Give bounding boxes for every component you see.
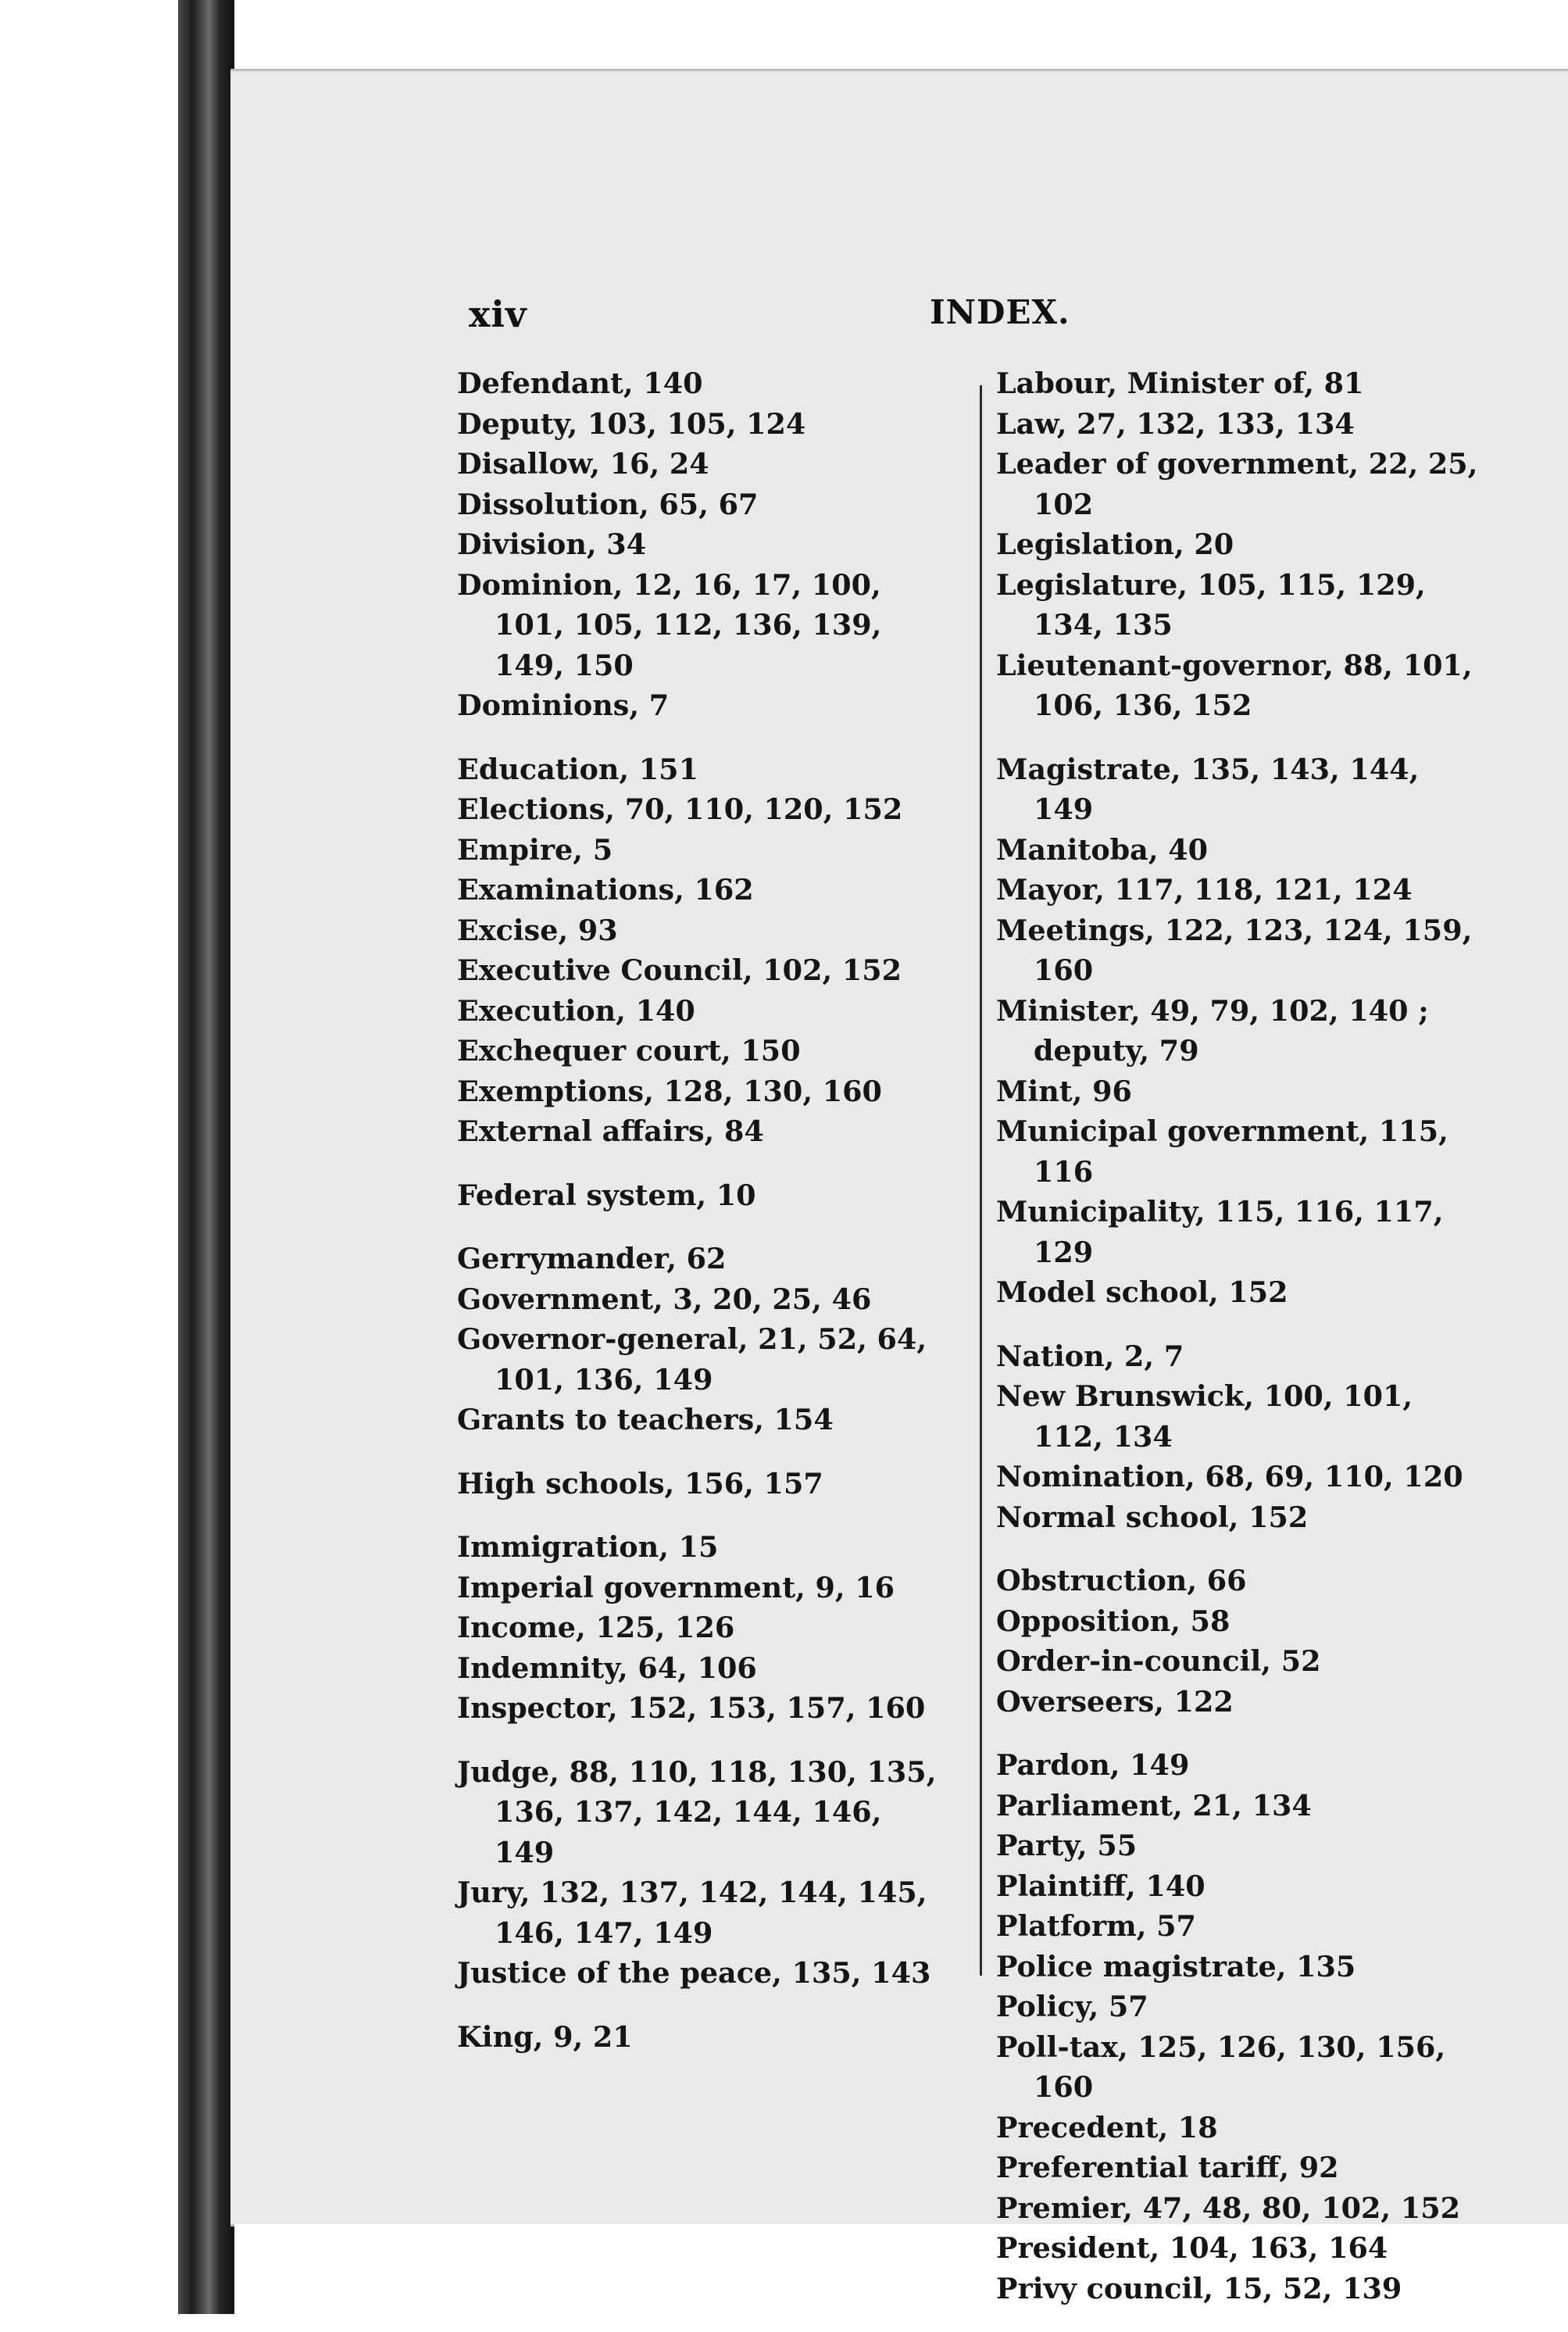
- index-entry: Precedent, 18: [996, 2110, 1218, 2144]
- index-letter-group: [996, 1336, 1480, 1538]
- index-entry: Obstruction, 66: [996, 1564, 1247, 1597]
- index-letter-group: [457, 1239, 941, 1440]
- index-entry: President, 104, 163, 164: [996, 2231, 1388, 2265]
- index-entry: Jury, 132, 137, 142, 144, 145, 146, 147, 149: [457, 1876, 927, 1950]
- index-entry: Indemnity, 64, 106: [457, 1651, 757, 1685]
- index-entry: Order-in-council, 52: [996, 1644, 1321, 1678]
- index-letter-group: [996, 1745, 1480, 2309]
- index-entry: Disallow, 16, 24: [457, 447, 709, 481]
- index-entry: Judge, 88, 110, 118, 130, 135, 136, 137, 142, 144, 146, 149: [457, 1754, 937, 1869]
- index-letter-group: [457, 1464, 941, 1504]
- index-entry: Executive Council, 102, 152: [457, 953, 902, 987]
- index-entry: Parliament, 21, 134: [996, 1788, 1312, 1822]
- index-entry: Policy, 57: [996, 1990, 1148, 2023]
- index-entry: Nomination, 68, 69, 110, 120: [996, 1460, 1463, 1493]
- index-entry: Magistrate, 135, 143, 144, 149: [996, 752, 1420, 826]
- index-entry: Manitoba, 40: [996, 832, 1209, 867]
- running-title: INDEX.: [930, 293, 1070, 331]
- index-entry: Governor-general, 21, 52, 64, 101, 136, 149: [457, 1322, 927, 1397]
- index-entry: Immigration, 15: [457, 1530, 719, 1564]
- index-entry: Division, 34: [457, 528, 647, 561]
- index-entry: Nation, 2, 7: [996, 1339, 1184, 1373]
- index-entry: Municipality, 115, 116, 117, 129: [996, 1195, 1444, 1269]
- index-entry: Mint, 96: [996, 1074, 1132, 1108]
- index-entry: Model school, 152: [996, 1275, 1288, 1309]
- index-entry: Poll-tax, 125, 126, 130, 156, 160: [996, 2030, 1446, 2104]
- index-entry: Meetings, 122, 123, 124, 159, 160: [996, 913, 1473, 987]
- index-letter-group: [457, 1752, 941, 1994]
- index-entry: Federal system, 10: [457, 1178, 756, 1212]
- index-letter-group: [457, 1175, 941, 1216]
- index-entry: Privy council, 15, 52, 139: [996, 2271, 1402, 2305]
- index-entry: Empire, 5: [457, 832, 613, 867]
- index-entry: Exemptions, 128, 130, 160: [457, 1074, 882, 1108]
- index-entry: Examinations, 162: [457, 873, 754, 907]
- index-entry: External affairs, 84: [457, 1114, 764, 1148]
- index-entry: Opposition, 58: [996, 1604, 1230, 1638]
- index-entry: Inspector, 152, 153, 157, 160: [457, 1691, 926, 1725]
- index-entry: Elections, 70, 110, 120, 152: [457, 792, 903, 826]
- index-entry: Labour, Minister of, 81: [996, 367, 1364, 400]
- index-entry: Platform, 57: [996, 1909, 1196, 1943]
- index-entry: Government, 3, 20, 25, 46: [457, 1282, 872, 1316]
- index-letter-group: [457, 2017, 941, 2058]
- index-entry: King, 9, 21: [457, 2019, 633, 2054]
- index-entry: Preferential tariff, 92: [996, 2151, 1339, 2184]
- column-divider: [980, 385, 982, 1976]
- index-entry: Justice of the peace, 135, 143: [457, 1956, 931, 1990]
- index-column-right: [996, 363, 1480, 2332]
- index-entry: Overseers, 122: [996, 1684, 1234, 1719]
- index-entry: Excise, 93: [457, 913, 618, 947]
- index-entry: Imperial government, 9, 16: [457, 1570, 895, 1604]
- index-entry: Deputy, 103, 105, 124: [457, 406, 806, 441]
- index-entry: Lieutenant-governor, 88, 101, 106, 136, 152: [996, 648, 1473, 722]
- index-entry: New Brunswick, 100, 101, 112, 134: [996, 1379, 1413, 1454]
- index-letter-group: [457, 363, 941, 726]
- index-entry: Education, 151: [457, 752, 698, 786]
- index-entry: Legislation, 20: [996, 528, 1234, 561]
- index-entry: Execution, 140: [457, 993, 695, 1028]
- index-entry: Normal school, 152: [996, 1500, 1309, 1534]
- index-column-left: [457, 363, 941, 2080]
- index-entry: Defendant, 140: [457, 367, 703, 400]
- book-gutter-shadow: [178, 0, 234, 2314]
- index-entry: Municipal government, 115, 116: [996, 1114, 1448, 1189]
- index-letter-group: [457, 749, 941, 1152]
- index-entry: Pardon, 149: [996, 1748, 1190, 1782]
- index-entry: Police magistrate, 135: [996, 1949, 1356, 1983]
- index-entry: Legislature, 105, 115, 129, 134, 135: [996, 567, 1426, 642]
- index-entry: Income, 125, 126: [457, 1611, 735, 1644]
- index-entry: Premier, 47, 48, 80, 102, 152: [996, 2191, 1461, 2225]
- index-entry: Minister, 49, 79, 102, 140 ; deputy, 79: [996, 993, 1429, 1068]
- index-entry: Mayor, 117, 118, 121, 124: [996, 873, 1413, 907]
- index-entry: Dissolution, 65, 67: [457, 487, 759, 521]
- index-entry: Party, 55: [996, 1829, 1138, 1862]
- index-letter-group: [996, 749, 1480, 1313]
- index-letter-group: [457, 1527, 941, 1729]
- index-entry: Grants to teachers, 154: [457, 1403, 834, 1436]
- index-entry: Exchequer court, 150: [457, 1034, 801, 1068]
- index-entry: Leader of government, 22, 25, 102: [996, 447, 1478, 521]
- index-entry: Plaintiff, 140: [996, 1869, 1205, 1903]
- index-entry: High schools, 156, 157: [457, 1466, 823, 1500]
- index-entry: Gerrymander, 62: [457, 1242, 727, 1275]
- index-entry: Dominions, 7: [457, 689, 670, 722]
- index-letter-group: [996, 1561, 1480, 1722]
- index-letter-group: [996, 363, 1480, 726]
- index-entry: Law, 27, 132, 133, 134: [996, 406, 1355, 441]
- index-entry: Dominion, 12, 16, 17, 100, 101, 105, 112, 136, 139, 149, 150: [457, 567, 882, 682]
- page-number: xiv: [469, 293, 527, 335]
